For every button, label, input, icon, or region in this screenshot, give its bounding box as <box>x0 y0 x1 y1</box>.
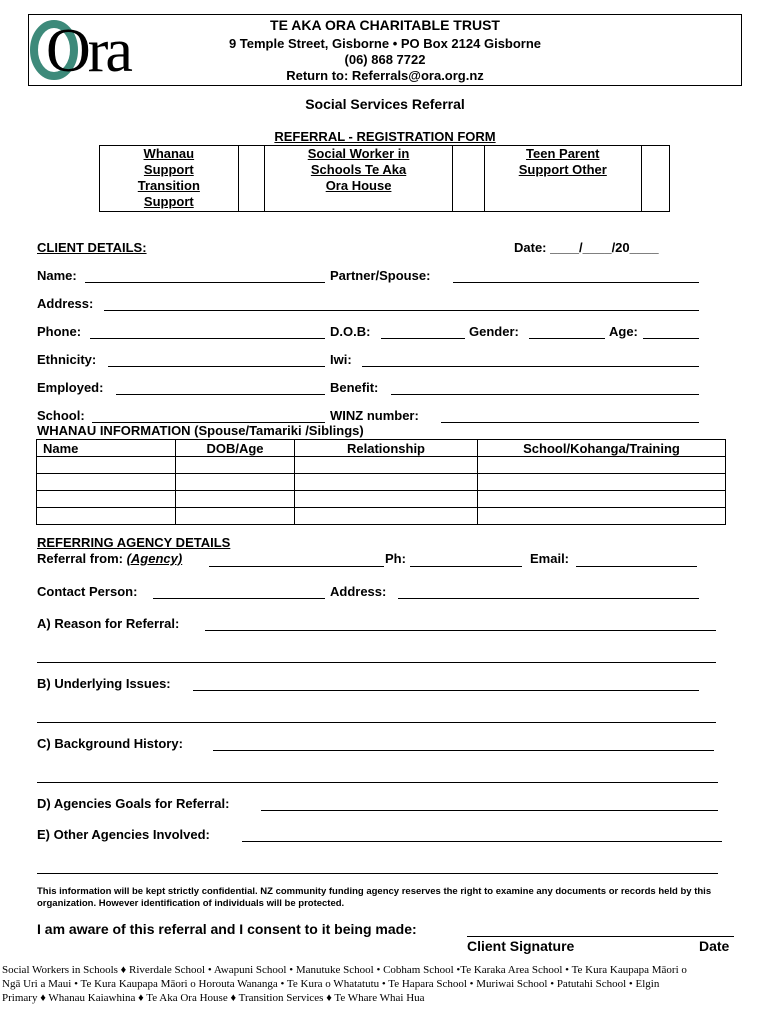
other-agencies-field-2[interactable] <box>37 873 718 874</box>
cell-school[interactable] <box>478 491 726 508</box>
agency-ph-label: Ph: <box>385 551 406 566</box>
winz-field[interactable] <box>441 422 699 423</box>
age-label: Age: <box>609 324 638 339</box>
dob-label: D.O.B: <box>330 324 371 339</box>
date-field[interactable]: Date: ____/____/20____ <box>514 240 659 255</box>
underlying-field-2[interactable] <box>37 722 716 723</box>
option-label: Social Worker in Schools Te Aka Ora House <box>307 146 410 193</box>
footer-line-3: Primary ♦ Whanau Kaiawhina ♦ Te Aka Ora House ♦ Transition Services ♦ Te Whare Whai Hua <box>2 992 425 1004</box>
agency-address-field[interactable] <box>398 598 699 599</box>
signature-date-label: Date <box>699 938 730 954</box>
cell-name[interactable] <box>37 508 176 525</box>
address-label: Address: <box>37 296 94 311</box>
gender-field[interactable] <box>529 338 605 339</box>
whanau-table <box>36 439 726 525</box>
cell-school[interactable] <box>478 474 726 491</box>
cell-name[interactable] <box>37 491 176 508</box>
col-relationship: Relationship <box>295 440 478 457</box>
background-field-2[interactable] <box>37 782 718 783</box>
footer-line-1: Social Workers in Schools ♦ Riverdale School • Awapuni School • Manutuke School • Cobham School •Te Karaka Area School • Te Kura Kaupapa Māori o <box>2 964 687 976</box>
agency-email-field[interactable] <box>576 566 697 567</box>
cell-school[interactable] <box>478 508 726 525</box>
cell-relationship[interactable] <box>295 457 478 474</box>
referral-from-field[interactable] <box>209 566 384 567</box>
footer-programmes <box>2 963 768 1005</box>
cell-dob[interactable] <box>176 457 295 474</box>
option-teen-parent-checkbox[interactable] <box>641 146 669 212</box>
table-row <box>37 474 726 491</box>
contact-person-label: Contact Person: <box>37 584 138 599</box>
other-agencies-label: E) Other Agencies Involved: <box>37 827 210 842</box>
underlying-field-1[interactable] <box>193 690 699 691</box>
benefit-label: Benefit: <box>330 380 379 395</box>
school-label: School: <box>37 408 85 423</box>
cell-dob[interactable] <box>176 491 295 508</box>
background-field-1[interactable] <box>213 750 714 751</box>
phone-field[interactable] <box>90 338 325 339</box>
referral-from-label <box>37 551 182 566</box>
option-teen-parent <box>484 146 641 212</box>
iwi-label: Iwi: <box>330 352 352 367</box>
signature-label: Client Signature <box>467 938 575 954</box>
col-dob-age: DOB/Age <box>176 440 295 457</box>
confidentiality-notice: This information will be kept strictly confidential. NZ community funding agency reserves the right to examine any documents or records held by this organization. However identification of individuals will be protected. <box>37 886 712 909</box>
registration-title: REFERRAL - REGISTRATION FORM <box>274 129 496 144</box>
employed-label: Employed: <box>37 380 104 395</box>
whanau-section-label: WHANAU INFORMATION (Spouse/Tamariki /Siblings) <box>37 423 364 438</box>
agency-hint: (Agency) <box>126 551 183 566</box>
option-label: Teen Parent Support Other <box>518 146 607 177</box>
goals-label: D) Agencies Goals for Referral: <box>37 796 230 811</box>
partner-field[interactable] <box>453 282 699 283</box>
table-row <box>37 491 726 508</box>
referral-from-text: Referral from: <box>37 551 123 566</box>
programme-selection-table <box>99 145 670 212</box>
agency-ph-field[interactable] <box>410 566 522 567</box>
partner-label: Partner/Spouse: <box>330 268 431 283</box>
iwi-field[interactable] <box>362 366 699 367</box>
reason-label: A) Reason for Referral: <box>37 616 180 631</box>
cell-relationship[interactable] <box>295 508 478 525</box>
col-school: School/Kohanga/Training <box>478 440 726 457</box>
option-label: Whanau Support Transition Support <box>137 146 200 209</box>
org-address: 9 Temple Street, Gisborne • PO Box 2124 Gisborne <box>228 36 542 51</box>
ethnicity-label: Ethnicity: <box>37 352 97 367</box>
reason-field-1[interactable] <box>205 630 716 631</box>
return-to: Return to: Referrals@ora.org.nz <box>286 68 484 83</box>
option-social-worker <box>265 146 453 212</box>
address-field[interactable] <box>104 310 699 311</box>
cell-relationship[interactable] <box>295 491 478 508</box>
dob-field[interactable] <box>381 338 465 339</box>
cell-dob[interactable] <box>176 474 295 491</box>
employed-field[interactable] <box>116 394 325 395</box>
cell-name[interactable] <box>37 457 176 474</box>
cell-dob[interactable] <box>176 508 295 525</box>
name-label: Name: <box>37 268 77 283</box>
agency-section-label: REFERRING AGENCY DETAILS <box>37 535 231 550</box>
name-field[interactable] <box>85 282 325 283</box>
cell-school[interactable] <box>478 457 726 474</box>
signature-field[interactable] <box>467 936 734 937</box>
background-label: C) Background History: <box>37 736 183 751</box>
logo-text: Ora <box>46 17 130 85</box>
option-whanau-support <box>100 146 239 212</box>
table-row <box>37 508 726 525</box>
whanau-table-header <box>37 440 726 457</box>
cell-name[interactable] <box>37 474 176 491</box>
winz-label: WINZ number: <box>330 408 419 423</box>
agency-email-label: Email: <box>530 551 570 566</box>
ora-logo <box>30 16 142 85</box>
phone-label: Phone: <box>37 324 82 339</box>
org-phone: (06) 868 7722 <box>344 52 426 67</box>
option-whanau-checkbox[interactable] <box>238 146 265 212</box>
agency-address-label: Address: <box>330 584 387 599</box>
footer-line-2: Ngā Uri a Maui • Te Kura Kaupapa Māori o Horouta Wananga • Te Kura o Whatatutu • Te Hapara School • Muriwai School • Patutahi School • Elgin <box>2 978 660 990</box>
ethnicity-field[interactable] <box>108 366 325 367</box>
age-field[interactable] <box>643 338 699 339</box>
client-section-label: CLIENT DETAILS: <box>37 240 147 255</box>
option-social-worker-checkbox[interactable] <box>452 146 484 212</box>
table-row <box>37 457 726 474</box>
cell-relationship[interactable] <box>295 474 478 491</box>
consent-statement: I am aware of this referral and I consent to it being made: <box>37 921 417 937</box>
reason-field-2[interactable] <box>37 662 716 663</box>
contact-person-field[interactable] <box>153 598 325 599</box>
org-name: TE AKA ORA CHARITABLE TRUST <box>270 17 500 33</box>
underlying-label: B) Underlying Issues: <box>37 676 171 691</box>
col-name: Name <box>37 440 176 457</box>
benefit-field[interactable] <box>391 394 699 395</box>
form-title: Social Services Referral <box>305 96 465 112</box>
gender-label: Gender: <box>469 324 519 339</box>
goals-field[interactable] <box>261 810 718 811</box>
other-agencies-field-1[interactable] <box>242 841 722 842</box>
